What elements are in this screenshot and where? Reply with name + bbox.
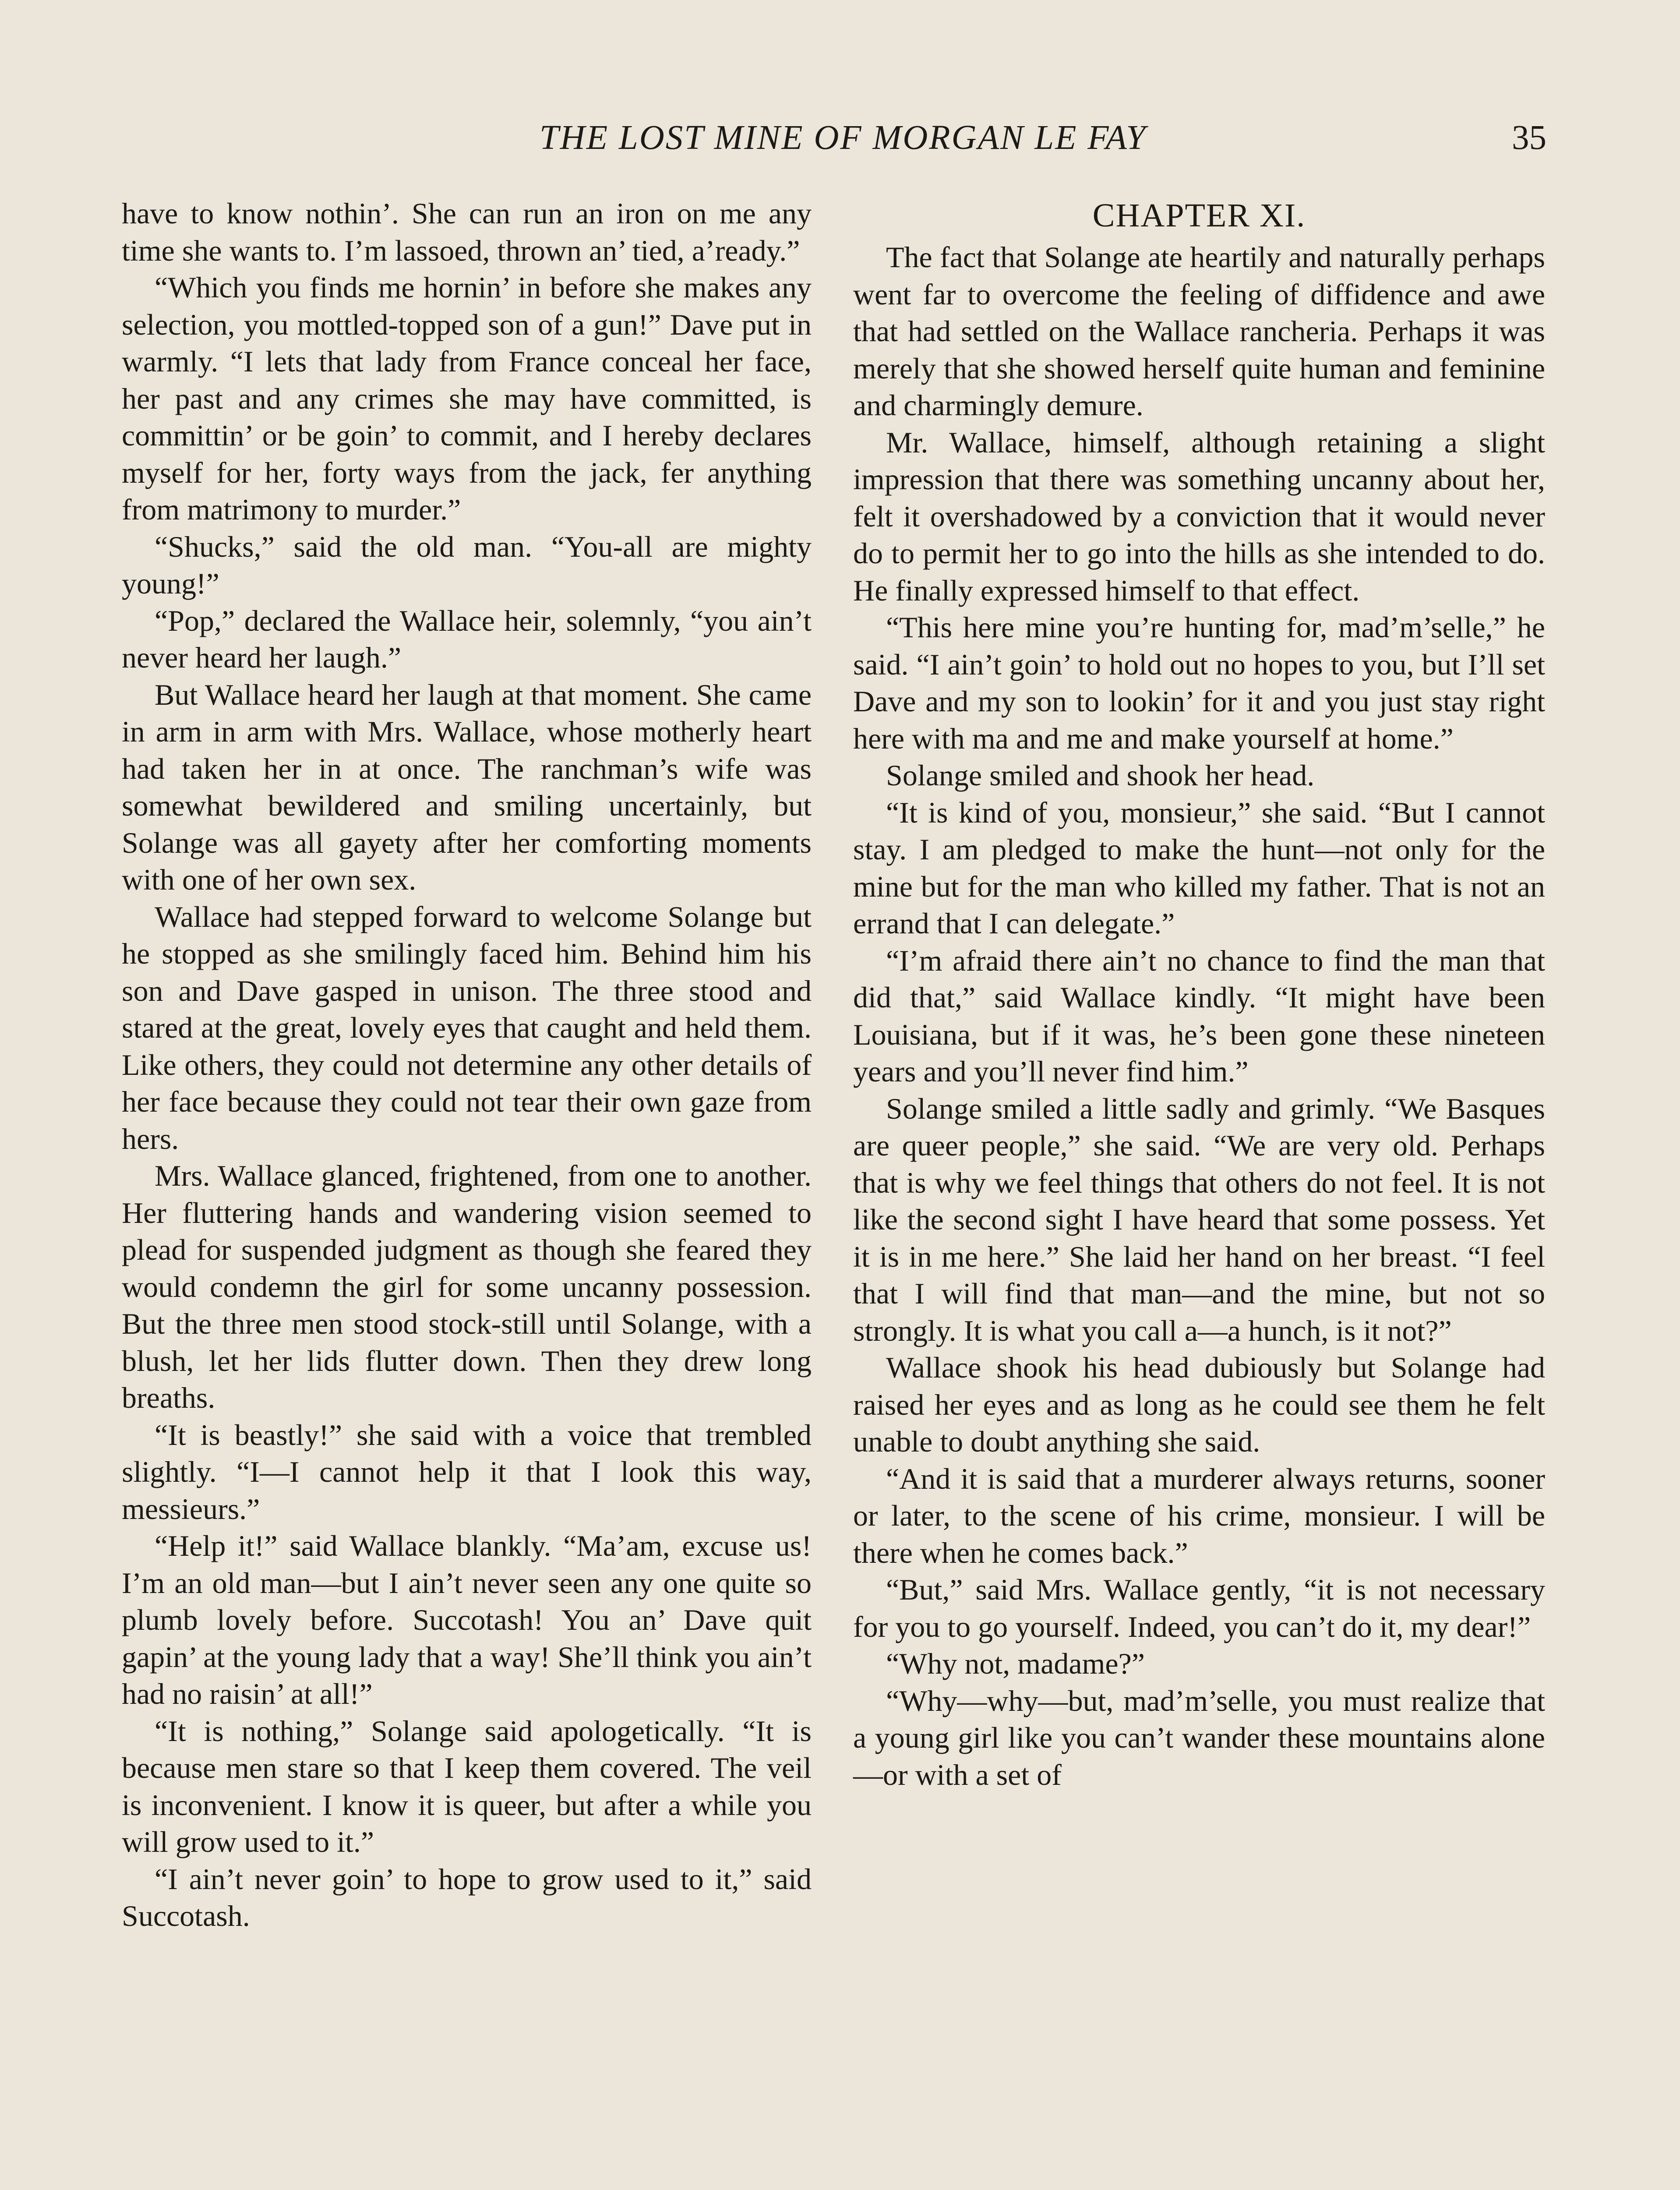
paragraph: “I’m afraid there ain’t no chance to find the man that did that,” said Wallace kindly. “It might have been Louisiana, but if it was, he’s been gone these nineteen years and you’ll never find him.” — [853, 943, 1545, 1088]
paragraph: “This here mine you’re hunting for, mad’m’selle,” he said. “I ain’t goin’ to hold out no hopes to you, but I’ll set Dave and my son to lookin’ for it and you just stay right here with ma and me and make yourself at home.” — [853, 611, 1545, 755]
paragraph: “It is kind of you, monsieur,” she said. “But I cannot stay. I am pledged to make the hunt—not only for the mine but for the man who killed my father. That is not an errand that I can delegate.” — [853, 795, 1545, 940]
paragraph: “Why not, madame?” — [886, 1647, 1145, 1680]
chapter-heading: CHAPTER XI. — [1092, 197, 1306, 234]
paragraph: “And it is said that a murderer always returns, sooner or later, to the scene of his crime, monsieur. I will be there when he comes back.” — [853, 1462, 1545, 1569]
paragraph: “Why—why—but, mad’m’selle, you must realize that a young girl like you can’t wander these mountains alone—or with a set of — [853, 1684, 1545, 1791]
paragraph: Wallace had stepped forward to welcome Solange but he stopped as she smilingly faced him. Behind him his son and Dave gasped in unison. The three stood and stared at the great, lovely eyes that caught and held them. Like others, they could not determine any other details of her face because they could not tear their own gaze from hers. — [122, 900, 812, 1155]
left-column — [122, 195, 812, 1935]
page-header — [0, 112, 1680, 164]
paragraph: “Pop,” declared the Wallace heir, solemnly, “you ain’t never heard her laugh.” — [122, 604, 812, 674]
paragraph: “Shucks,” said the old man. “You-all are mighty young!” — [122, 530, 812, 600]
paragraph: “Which you finds me hornin’ in before she makes any selection, you mottled-topped son of a gun!” Dave put in warmly. “I lets that lady from France conceal her face, her past and any crimes she may have committed, is committin’ or be goin’ to commit, and I hereby declares myself for her, forty ways from the jack, fer anything from matrimony to murder.” — [122, 271, 812, 526]
paragraph: Mr. Wallace, himself, although retaining a slight impression that there was something uncanny about her, felt it overshadowed by a conviction that it would never do to permit her to go into the hills as she intended to do. He finally expressed himself to that effect. — [853, 425, 1545, 607]
paragraph: have to know nothin’. She can run an iron on me any time she wants to. I’m lassoed, thrown an’ tied, a’ready.” — [122, 197, 812, 267]
paragraph: “It is beastly!” she said with a voice that trembled slightly. “I—I cannot help it that I look this way, messieurs.” — [122, 1418, 812, 1526]
paragraph: But Wallace heard her laugh at that moment. She came in arm in arm with Mrs. Wallace, whose motherly heart had taken her in at once. The ranchman’s wife was somewhat bewildered and smiling uncertainly, but Solange was all gayety after her comforting moments with one of her own sex. — [122, 678, 812, 896]
page-number: 35 — [1512, 119, 1546, 157]
running-title: THE LOST MINE OF MORGAN LE FAY — [539, 119, 1147, 157]
paragraph: “It is nothing,” Solange said apologetically. “It is because men stare so that I keep them covered. The veil is inconvenient. I know it is queer, but after a while you will grow used to it.” — [122, 1714, 812, 1858]
paragraph: “Help it!” said Wallace blankly. “Ma’am, excuse us! I’m an old man—but I ain’t never seen any one quite so plumb lovely before. Succotash! You an’ Dave quit gapin’ at the young lady that a way! She’ll think you ain’t had no raisin’ at all!” — [122, 1529, 812, 1710]
paragraph: Solange smiled and shook her head. — [886, 759, 1315, 792]
paragraph: Solange smiled a little sadly and grimly. “We Basques are queer people,” she said. “We are very old. Perhaps that is why we feel things that others do not feel. It is not like the second sight I have heard that some possess. Yet it is in me here.” She laid her hand on her breast. “I feel that I will find that man—and the mine, but not so strongly. It is what you call a—a hunch, is it not?” — [853, 1091, 1545, 1347]
paragraph: Mrs. Wallace glanced, frightened, from one to another. Her fluttering hands and wandering vision seemed to plead for suspended judgment as though she feared they would condemn the girl for some uncanny possession. But the three men stood stock-still until Solange, with a blush, let her lids flutter down. Then they drew long breaths. — [122, 1159, 812, 1414]
paragraph: The fact that Solange ate heartily and naturally perhaps went far to overcome the feeling of diffidence and awe that had settled on the Wallace rancheria. Perhaps it was merely that she showed herself quite human and feminine and charmingly demure. — [853, 240, 1545, 422]
paragraph: “I ain’t never goin’ to hope to grow used to it,” said Succotash. — [122, 1862, 812, 1932]
paragraph: “But,” said Mrs. Wallace gently, “it is not necessary for you to go yourself. Indeed, you can’t do it, my dear!” — [853, 1573, 1545, 1643]
paragraph: Wallace shook his head dubiously but Solange had raised her eyes and as long as he could see them he felt unable to doubt anything she said. — [853, 1351, 1545, 1458]
right-column — [853, 195, 1545, 1793]
